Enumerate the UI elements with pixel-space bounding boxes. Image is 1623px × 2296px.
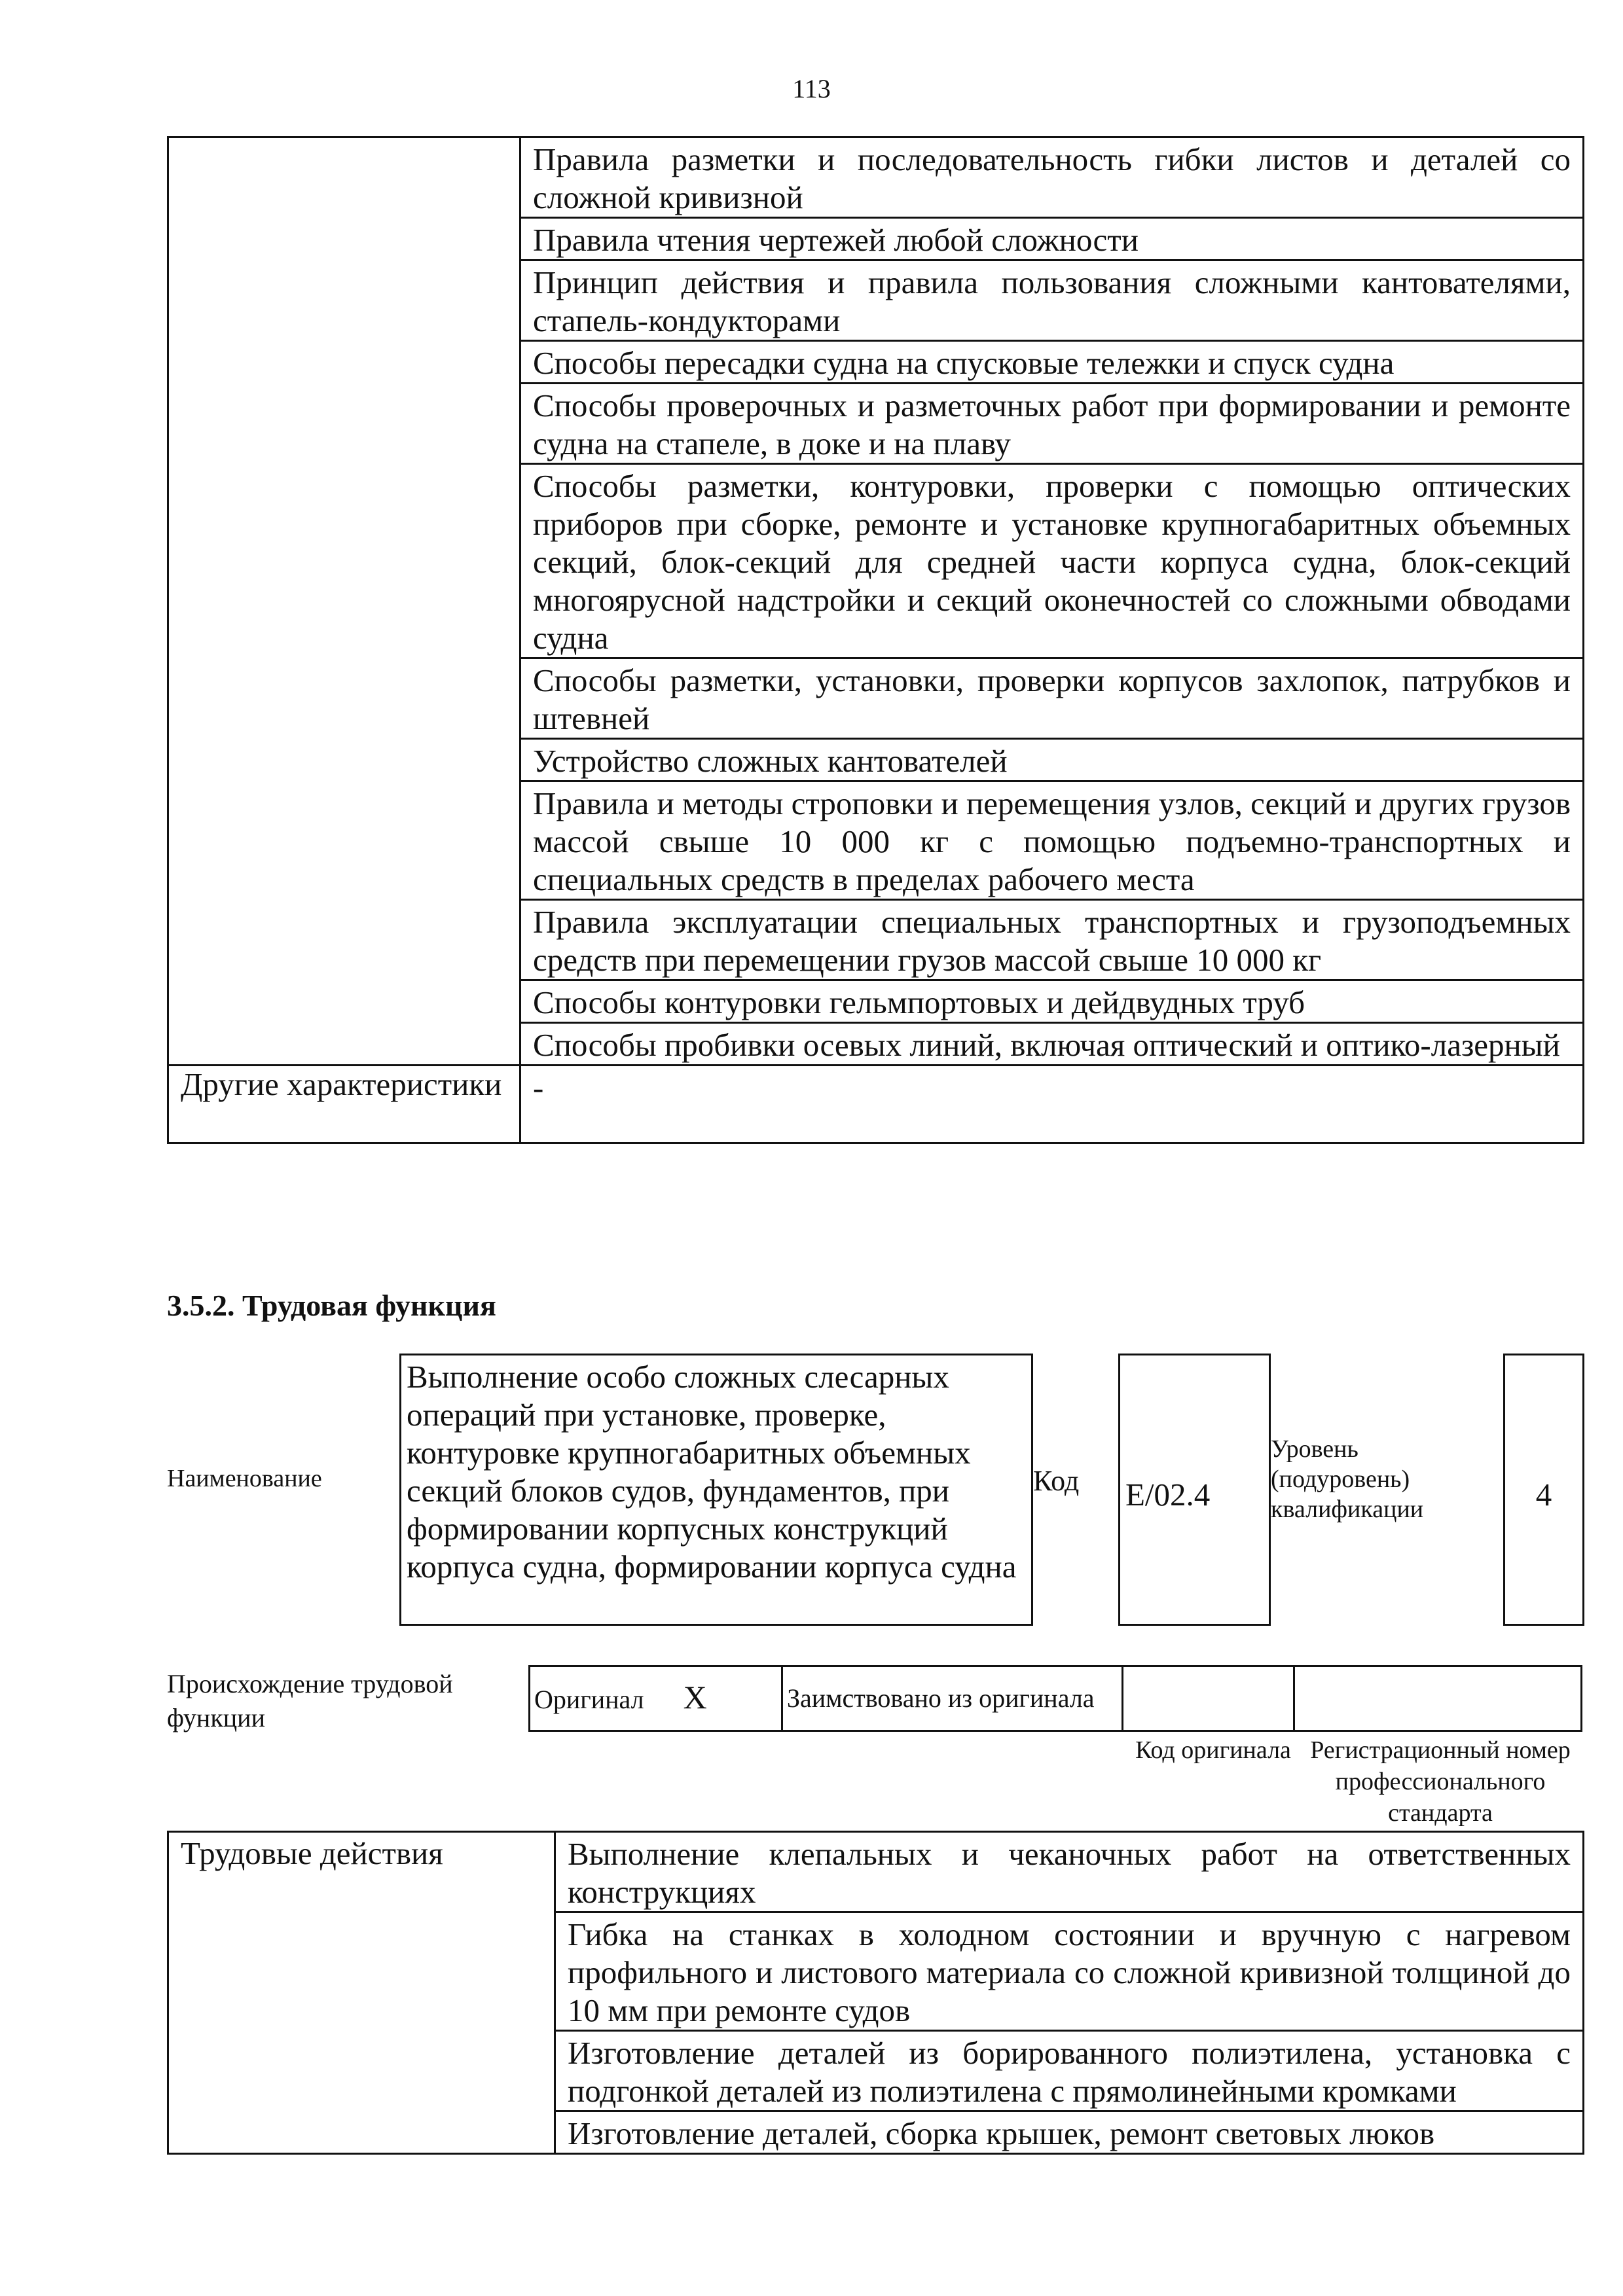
knowledge-row: Принцип действия и правила пользования сложными кантователями, стапель-кондукторами [520,260,1584,341]
origin-table [528,1665,1582,1732]
function-name-box: Выполнение особо сложных слесарных операций при установке, проверке, контуровке крупногабаритных объемных секций блоков судов, фундаментов, при формировании корпусных конструкций корпуса судна, формировании корпуса судна [399,1354,1033,1626]
knowledge-row: Способы контуровки гельмпортовых и дейдвудных труб [520,980,1584,1023]
registration-number-cell [1294,1666,1582,1731]
knowledge-row: Способы разметки, контуровки, проверки с помощью оптических приборов при сборке, ремонте и установке крупногабаритных объемных секций, блок-секций для средней части корпуса судна, блок-секций многоярусной надстройки и секций оконечностей со сложными обводами судна [520,464,1584,658]
knowledge-row: Способы проверочных и разметочных работ при формировании и ремонте судна на стапеле, в доке и на плаву [520,384,1584,464]
original-cell [530,1666,782,1731]
level-value-box: 4 [1503,1354,1584,1626]
other-characteristics-value: - [520,1066,1584,1143]
code-label: Код [1033,1465,1080,1497]
section-heading: 3.5.2. Трудовая функция [167,1289,496,1322]
registration-caption: Регистрационный номер профессионального стандарта [1310,1736,1571,1827]
code-value-box: E/02.4 [1118,1354,1271,1626]
knowledge-table [167,136,1584,1144]
other-characteristics-label: Другие характеристики [168,1066,520,1143]
origin-label: Происхождение трудовой функции [167,1669,453,1732]
original-label: Оригинал [534,1685,644,1714]
original-code-cell [1123,1666,1294,1731]
name-label: Наименование [167,1465,322,1492]
labor-action-row: Изготовление деталей, сборка крышек, ремонт световых люков [555,2111,1584,2154]
borrowed-cell: Заимствовано из оригинала [782,1666,1123,1731]
labor-action-row: Гибка на станках в холодном состоянии и вручную с нагревом профильного и листового материала со сложной кривизной толщиной до 10 мм при ремонте судов [555,1912,1584,2031]
labor-action-row: Изготовление деталей из борированного полиэтилена, установка с подгонкой деталей из полиэтилена с прямолинейными кромками [555,2031,1584,2111]
knowledge-row: Способы пробивки осевых линий, включая оптический и оптико-лазерный [520,1023,1584,1066]
knowledge-row: Способы разметки, установки, проверки корпусов захлопок, патрубков и штевней [520,658,1584,739]
knowledge-row: Правила чтения чертежей любой сложности [520,218,1584,260]
knowledge-row: Правила и методы строповки и перемещения узлов, секций и других грузов массой свыше 10 000 кг с помощью подъемно-транспортных и специальных средств в пределах рабочего места [520,781,1584,900]
knowledge-row: Правила разметки и последовательность гибки листов и деталей со сложной кривизной [520,137,1584,218]
original-mark: X [683,1679,707,1715]
page-number: 113 [792,74,831,103]
knowledge-row: Устройство сложных кантователей [520,739,1584,781]
labor-action-row: Выполнение клепальных и чеканочных работ на ответственных конструкциях [555,1832,1584,1912]
level-label: Уровень (подуровень) квалификации [1271,1435,1424,1523]
labor-actions-label: Трудовые действия [168,1832,555,2154]
labor-actions-table [167,1831,1584,2155]
knowledge-row: Правила эксплуатации специальных транспортных и грузоподъемных средств при перемещении грузов массой свыше 10 000 кг [520,900,1584,980]
code-caption: Код оригинала [1135,1736,1291,1764]
knowledge-row: Способы пересадки судна на спусковые тележки и спуск судна [520,341,1584,384]
knowledge-left-cell [168,137,520,1066]
